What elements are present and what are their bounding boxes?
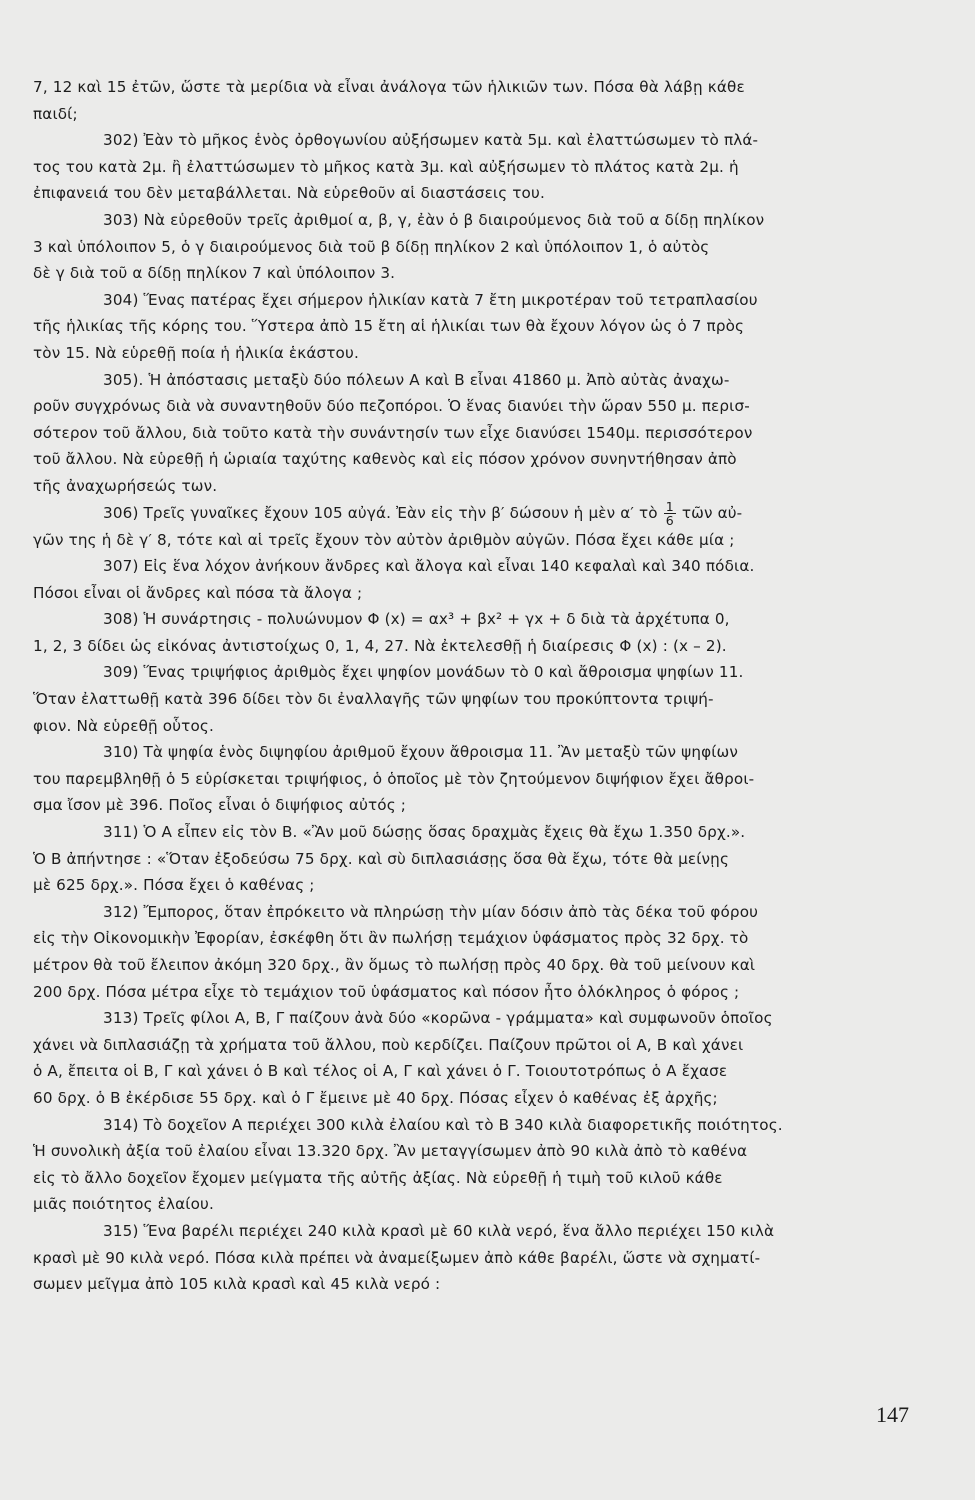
text-line [33, 446, 917, 473]
text-line [33, 367, 917, 394]
line-text: Ὁ Β ἀπήντησε : «Ὅταν ἐξοδεύσω 75 δρχ. καὶ σὺ διπλασιάσῃς ὅσα θὰ ἔχω, τότε θὰ μείνῃς [33, 849, 730, 868]
line-text: 310) Τὰ ψηφία ἑνὸς διψηφίου ἀριθμοῦ ἔχουν ἄθροισμα 11. Ἂν μεταξὺ τῶν ψηφίων [103, 743, 739, 762]
line-text: εἰς τὴν Οἰκονομικὴν Ἐφορίαν, ἐσκέφθη ὅτι ἂν πωλήσῃ τεμάχιον ὑφάσματος πρὸς 32 δρχ. τὸ [33, 929, 749, 948]
line-text-after-fraction: τῶν αὐ- [681, 503, 743, 522]
text-line [33, 872, 917, 899]
text-line [33, 1058, 917, 1085]
line-text: σωμεν μεῖγμα ἀπὸ 105 κιλὰ κρασὶ καὶ 45 κιλὰ νερό : [33, 1275, 441, 1294]
text-line [33, 154, 917, 181]
line-text: Πόσοι εἶναι οἱ ἄνδρες καὶ πόσα τὰ ἄλογα ; [33, 583, 363, 602]
line-text: 307) Εἰς ἕνα λόχον ἀνήκουν ἄνδρες καὶ ἄλογα καὶ εἶναι 140 κεφαλαὶ καὶ 340 πόδια. [103, 557, 755, 576]
line-text: παιδί; [33, 104, 78, 123]
text-line [33, 420, 917, 447]
line-text: φιον. Νὰ εὑρεθῇ οὗτος. [33, 716, 214, 735]
text-line [33, 1271, 917, 1298]
line-text: 314) Τὸ δοχεῖον Α περιέχει 300 κιλὰ ἐλαίου καὶ τὸ Β 340 κιλὰ διαφορετικῆς ποιότητος. [103, 1115, 783, 1134]
line-text: χάνει νὰ διπλασιάζῃ τὰ χρήματα τοῦ ἄλλου, ποὺ κερδίζει. Παίζουν πρῶτοι οἱ Α, Β καὶ χάνει [33, 1035, 744, 1054]
line-text: 311) Ὁ Α εἶπεν εἰς τὸν Β. «Ἂν μοῦ δώσῃς ὅσας δραχμὰς ἔχεις θὰ ἔχω 1.350 δρχ.». [103, 823, 746, 842]
text-line [33, 952, 917, 979]
text-line [33, 500, 917, 527]
text-line [33, 713, 917, 740]
text-line [33, 819, 917, 846]
fraction-denominator: 6 [665, 512, 674, 528]
line-text: 3 καὶ ὑπόλοιπον 5, ὁ γ διαιρούμενος διὰ τοῦ β δίδῃ πηλίκον 2 καὶ ὑπόλοιπον 1, ὁ αὐτὸς [33, 237, 710, 256]
line-text: τοῦ ἄλλου. Νὰ εὑρεθῇ ἡ ὡριαία ταχύτης καθενὸς καὶ εἰς πόσον χρόνον συνηντήθησαν ἀπὸ [33, 450, 737, 469]
text-line [33, 287, 917, 314]
text-line [33, 846, 917, 873]
text-line [33, 207, 917, 234]
text-line [33, 899, 917, 926]
text-line [33, 1138, 917, 1165]
line-text: 305). Ἡ ἀπόστασις μεταξὺ δύο πόλεων Α καὶ Β εἶναι 41860 μ. Ἀπὸ αὐτὰς ἀναχω- [103, 370, 730, 389]
fraction [664, 500, 676, 527]
line-text: γῶν της ἡ δὲ γ′ 8, τότε καὶ αἱ τρεῖς ἔχουν τὸν αὐτὸν ἀριθμὸν αὐγῶν. Πόσα ἔχει κάθε μία ; [33, 530, 735, 549]
text-line [33, 633, 917, 660]
line-text: σότερον τοῦ ἄλλου, διὰ τοῦτο κατὰ τὴν συνάντησίν των εἶχε διανύσει 1540μ. περισσότερον [33, 423, 753, 442]
line-text: 7, 12 καὶ 15 ἐτῶν, ὥστε τὰ μερίδια νὰ εἶναι ἀνάλογα τῶν ἡλικιῶν των. Πόσα θὰ λάβῃ κάθε [33, 78, 745, 96]
text-line [33, 1191, 917, 1218]
line-text: 1, 2, 3 δίδει ὡς εἰκόνας ἀντιστοίχως 0, 1, 4, 27. Νὰ ἐκτελεσθῇ ἡ διαίρεσις Φ (x) : (x – 2). [33, 636, 727, 655]
line-text: εἰς τὸ ἄλλο δοχεῖον ἔχομεν μείγματα τῆς αὐτῆς ἀξίας. Νὰ εὑρεθῇ ἡ τιμὴ τοῦ κιλοῦ κάθε [33, 1168, 723, 1187]
text-line [33, 74, 917, 101]
text-line [33, 1085, 917, 1112]
line-text: ἐπιφανειά του δὲν μεταβάλλεται. Νὰ εὑρεθοῦν αἱ διαστάσεις του. [33, 184, 545, 203]
line-text: 200 δρχ. Πόσα μέτρα εἶχε τὸ τεμάχιον τοῦ ὑφάσματος καὶ πόσον ἦτο ὁλόκληρος ὁ φόρος ; [33, 982, 740, 1001]
line-text: 304) Ἕνας πατέρας ἔχει σήμερον ἡλικίαν κατὰ 7 ἔτη μικροτέραν τοῦ τετραπλασίου [103, 290, 758, 309]
text-line [33, 127, 917, 154]
line-text: του παρεμβληθῇ ὁ 5 εὑρίσκεται τριψήφιος, ὁ ὁποῖος μὲ τὸν ζητούμενον διψήφιον ἔχει ἄθροι- [33, 769, 755, 788]
line-text: μέτρον θὰ τοῦ ἔλειπον ἀκόμη 320 δρχ., ἂν ὅμως τὸ πωλήσῃ πρὸς 40 δρχ. θὰ τοῦ μείνουν καὶ [33, 956, 756, 974]
line-text: τος του κατὰ 2μ. ἢ ἐλαττώσωμεν τὸ μῆκος κατὰ 3μ. καὶ αὐξήσωμεν τὸ πλάτος κατὰ 2μ. ἡ [33, 157, 739, 176]
line-text: τῆς ἀναχωρήσεώς των. [33, 476, 218, 495]
text-line [33, 553, 917, 580]
line-text: Ἡ συνολικὴ ἀξία τοῦ ἐλαίου εἶναι 13.320 δρχ. Ἂν μεταγγίσωμεν ἀπὸ 90 κιλὰ ἀπὸ τὸ καθένα [33, 1142, 748, 1161]
text-line [33, 925, 917, 952]
text-line [33, 979, 917, 1006]
line-text: σμα ἴσον μὲ 396. Ποῖος εἶναι ὁ διψήφιος αὐτός ; [33, 796, 407, 815]
page-number: 147 [876, 1402, 909, 1427]
text-line [33, 606, 917, 633]
text-line [33, 234, 917, 261]
text-line [33, 659, 917, 686]
line-text: 306) Τρεῖς γυναῖκες ἔχουν 105 αὐγά. Ἐὰν εἰς τὴν β′ δώσουν ἡ μὲν α′ τὸ [103, 503, 658, 522]
text-line [33, 1005, 917, 1032]
line-text: 60 δρχ. ὁ Β ἐκέρδισε 55 δρχ. καὶ ὁ Γ ἔμεινε μὲ 40 δρχ. Πόσας εἶχεν ὁ καθένας ἐξ ἀρχῆς; [33, 1088, 718, 1107]
line-text: 312) Ἔμπορος, ὅταν ἐπρόκειτο νὰ πληρώσῃ τὴν μίαν δόσιν ἀπὸ τὰς δέκα τοῦ φόρου [103, 902, 759, 921]
line-text: μιᾶς ποιότητος ἐλαίου. [33, 1195, 214, 1214]
line-text: ροῦν συγχρόνως διὰ νὰ συναντηθοῦν δύο πεζοπόροι. Ὁ ἕνας διανύει τὴν ὥραν 550 μ. περισ- [33, 397, 750, 416]
text-line [33, 473, 917, 500]
text-line [33, 313, 917, 340]
line-text: ὁ Α, ἔπειτα οἱ Β, Γ καὶ χάνει ὁ Β καὶ τέλος οἱ Α, Γ καὶ χάνει ὁ Γ. Τοιουτοτρόπως ὁ Α ἔχασε [33, 1062, 728, 1081]
text-line [33, 766, 917, 793]
line-text: 315) Ἕνα βαρέλι περιέχει 240 κιλὰ κρασὶ μὲ 60 κιλὰ νερό, ἕνα ἄλλο περιέχει 150 κιλὰ [103, 1221, 775, 1240]
fraction-numerator: 1 [665, 498, 674, 514]
line-text: Ὅταν ἐλαττωθῇ κατὰ 396 δίδει τὸν δι ἐναλλαγῆς τῶν ψηφίων του προκύπτοντα τριψή- [33, 690, 714, 709]
exercise-text [33, 74, 917, 1298]
line-text: 302) Ἐὰν τὸ μῆκος ἑνὸς ὀρθογωνίου αὐξήσωμεν κατὰ 5μ. καὶ ἐλαττώσωμεν τὸ πλά- [103, 131, 759, 150]
text-line [33, 101, 917, 128]
line-text: 313) Τρεῖς φίλοι Α, Β, Γ παίζουν ἀνὰ δύο «κορῶνα - γράμματα» καὶ συμφωνοῦν ὁποῖος [103, 1009, 773, 1028]
line-text: δὲ γ διὰ τοῦ α δίδῃ πηλίκον 7 καὶ ὑπόλοιπον 3. [33, 264, 396, 283]
text-line [33, 180, 917, 207]
text-line [33, 686, 917, 713]
text-line [33, 580, 917, 607]
line-text: τὸν 15. Νὰ εὑρεθῇ ποία ἡ ἡλικία ἑκάστου. [33, 343, 359, 362]
text-line [33, 1245, 917, 1272]
line-text: κρασὶ μὲ 90 κιλὰ νερό. Πόσα κιλὰ πρέπει νὰ ἀναμείξωμεν ἀπὸ κάθε βαρέλι, ὥστε νὰ σχηματί- [33, 1248, 761, 1267]
text-line [33, 1112, 917, 1139]
line-text: μὲ 625 δρχ.». Πόσα ἔχει ὁ καθένας ; [33, 876, 315, 895]
text-line [33, 527, 917, 554]
line-text: τῆς ἡλικίας τῆς κόρης του. Ὕστερα ἀπὸ 15 ἔτη αἱ ἡλικίαι των θὰ ἔχουν λόγον ὡς ὁ 7 πρὸς [33, 317, 745, 336]
line-text: 309) Ἕνας τριψήφιος ἀριθμὸς ἔχει ψηφίον μονάδων τὸ 0 καὶ ἄθροισμα ψηφίων 11. [103, 663, 744, 682]
text-line [33, 340, 917, 367]
line-text: 308) Ἡ συνάρτησις - πολυώνυμον Φ (x) = αx³ + βx² + γx + δ διὰ τὰ ἀρχέτυπα 0, [103, 610, 730, 629]
text-line [33, 1032, 917, 1059]
line-text: 303) Νὰ εὑρεθοῦν τρεῖς ἀριθμοί α, β, γ, ἐὰν ὁ β διαιρούμενος διὰ τοῦ α δίδῃ πηλίκον [103, 210, 765, 229]
text-line [33, 1218, 917, 1245]
text-line [33, 260, 917, 287]
text-line [33, 1165, 917, 1192]
text-line [33, 792, 917, 819]
text-line [33, 393, 917, 420]
text-line [33, 739, 917, 766]
